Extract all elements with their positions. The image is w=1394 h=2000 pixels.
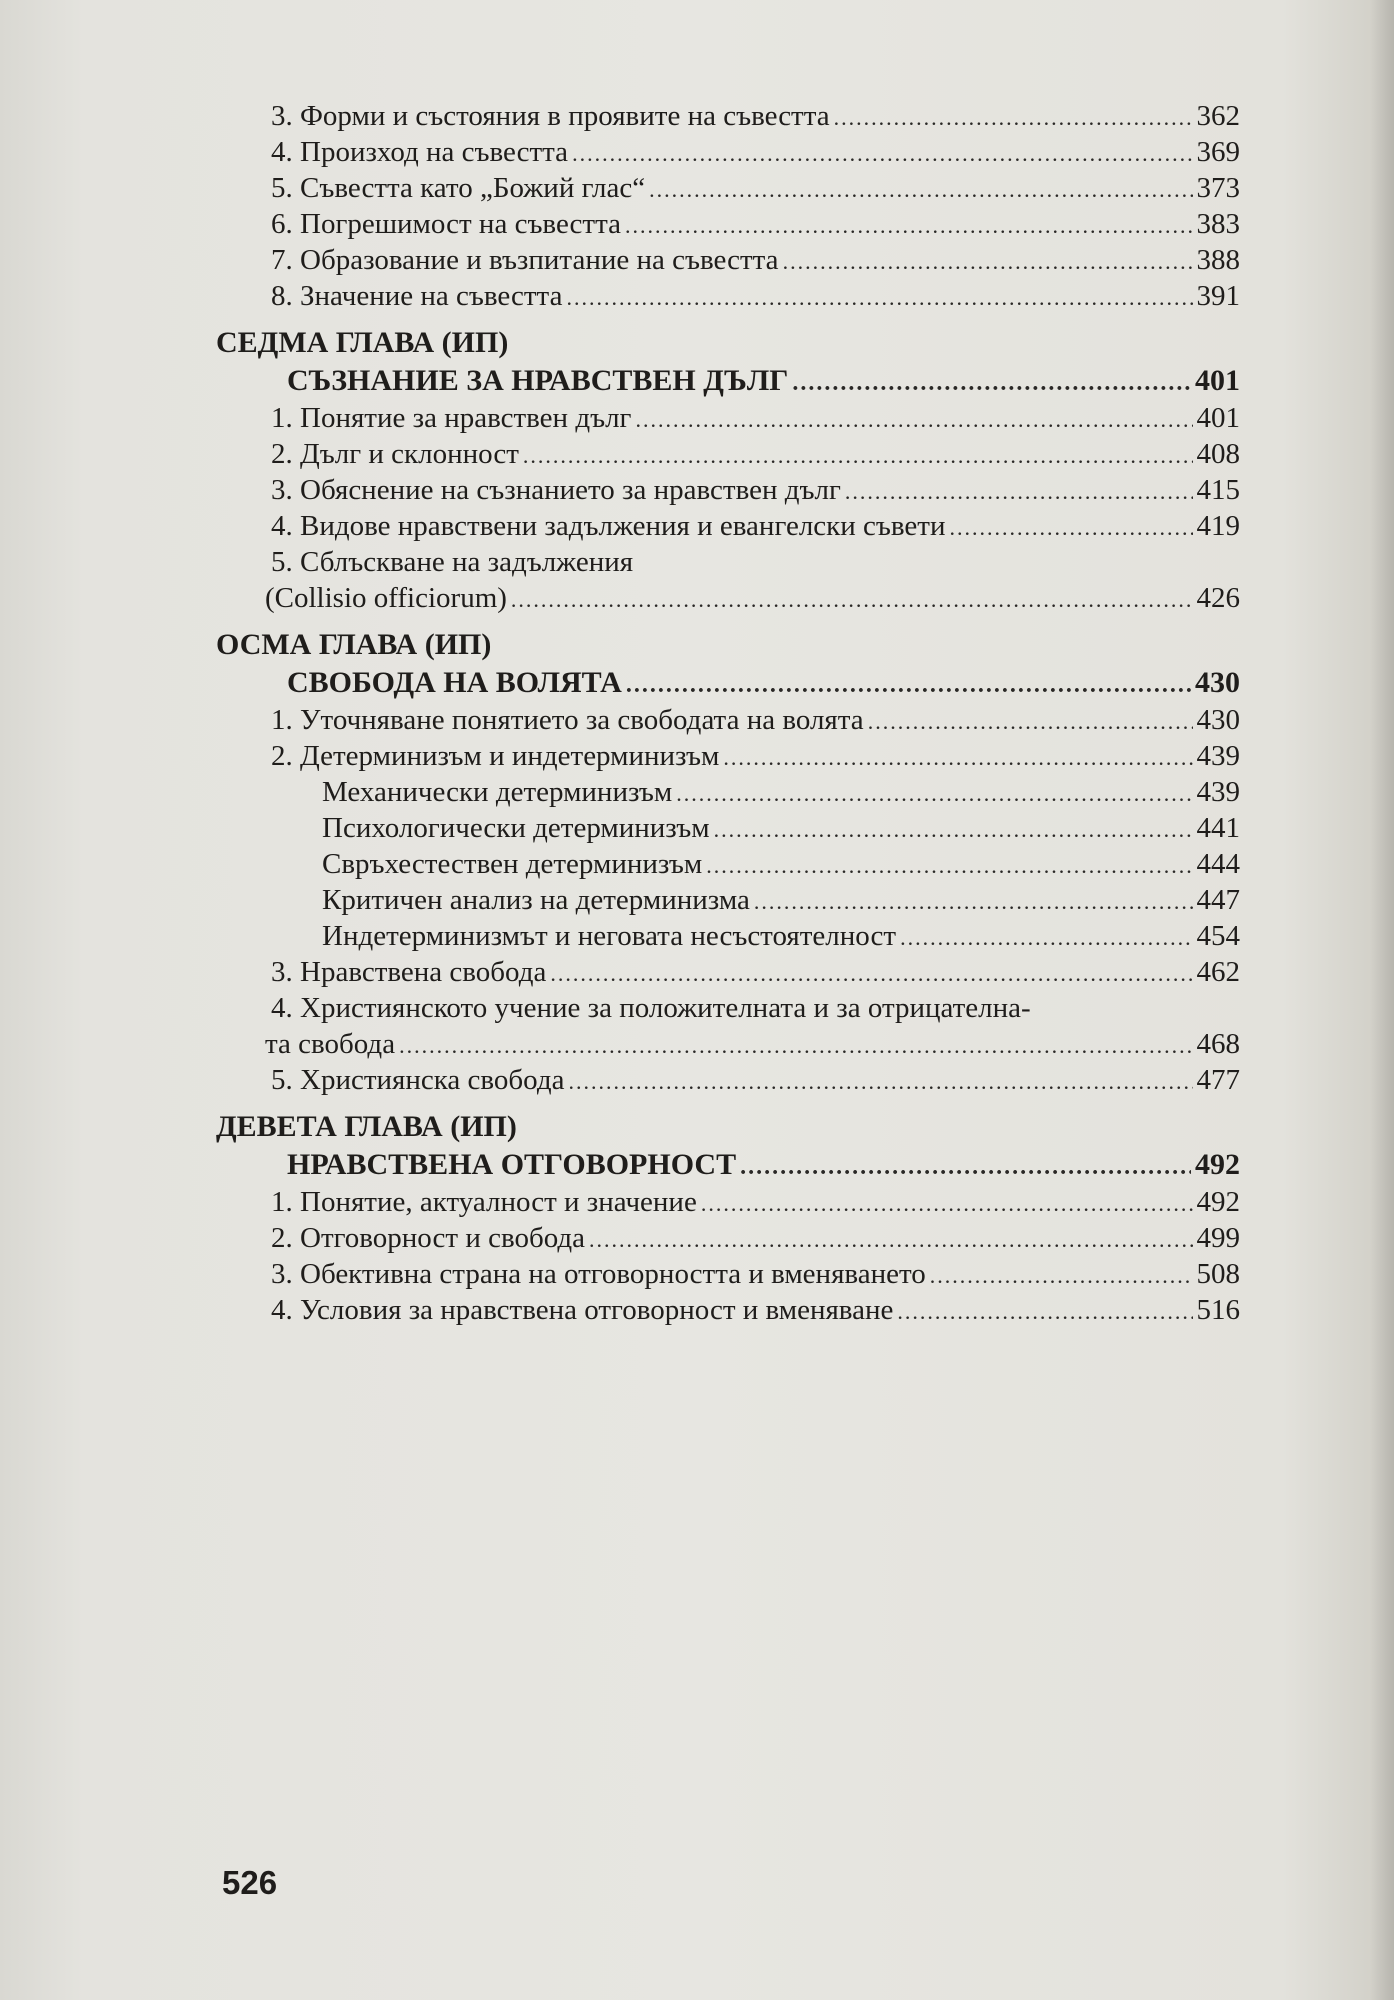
leader-dots	[566, 280, 1192, 316]
toc-entry-page: 439	[1196, 776, 1240, 808]
toc-entry-page: 419	[1196, 510, 1240, 542]
leader-dots	[511, 582, 1193, 618]
chapter-title-text: НРАВСТВЕНА ОТГОВОРНОСТ	[287, 1148, 737, 1181]
leader-dots	[900, 920, 1192, 956]
toc-entry-title: Критичен анализ на детерминизма	[322, 884, 750, 916]
chapter-title	[220, 1146, 1240, 1184]
leader-dots	[740, 1148, 1191, 1186]
leader-dots	[649, 172, 1192, 208]
toc-entry-title: 8. Значение на съвестта	[271, 280, 563, 312]
toc-entry-title: 3. Обяснение на съзнанието за нравствен дълг	[271, 474, 841, 506]
toc-entry-continuation	[214, 580, 1240, 616]
chapter-label	[216, 324, 1240, 362]
toc-entry-title: 3. Обективна страна на отговорността и вменяването	[271, 1258, 926, 1290]
toc-entry-page: 508	[1196, 1258, 1240, 1290]
toc-entry	[220, 702, 1240, 738]
chapter-page: 430	[1195, 666, 1240, 699]
toc-subentry	[220, 918, 1240, 954]
page-edge-shadow	[1370, 0, 1394, 2000]
toc-subentry	[220, 810, 1240, 846]
toc-entry	[220, 400, 1240, 436]
toc-entry-continuation	[214, 1026, 1240, 1062]
toc-entry-title: 2. Детерминизъм и индетерминизъм	[271, 740, 720, 772]
leader-dots	[625, 208, 1193, 244]
toc-entry-title: 5. Сблъскване на задължения	[271, 546, 634, 578]
toc-entry-title: 4. Християнското учение за положителната и за отрицателна-	[271, 992, 1031, 1024]
toc-entry-title: 5. Християнска свобода	[271, 1064, 565, 1096]
chapter-title	[220, 664, 1240, 702]
toc-entry-title: 3. Форми и състояния в проявите на съвестта	[271, 100, 830, 132]
leader-dots	[930, 1258, 1193, 1294]
chapter-label-text: ДЕВЕТА ГЛАВА (ИП)	[216, 1110, 517, 1143]
chapter-label-text: СЕДМА ГЛАВА (ИП)	[216, 326, 509, 359]
chapter-label-text: ОСМА ГЛАВА (ИП)	[216, 628, 492, 661]
chapter-page: 401	[1195, 364, 1240, 397]
toc-entry	[220, 436, 1240, 472]
toc-entry	[220, 472, 1240, 508]
toc-entry-page: 401	[1196, 402, 1240, 434]
leader-dots	[399, 1028, 1192, 1064]
toc-subentry	[220, 774, 1240, 810]
toc-entry-title: Механически детерминизъм	[322, 776, 673, 808]
toc-entry-page: 408	[1196, 438, 1240, 470]
toc-entry-page: 492	[1196, 1186, 1240, 1218]
leader-dots	[783, 244, 1193, 280]
toc-entry-page: 462	[1196, 956, 1240, 988]
toc-entry	[220, 990, 1240, 1026]
leader-dots	[834, 100, 1193, 136]
toc-entry	[220, 544, 1240, 580]
toc-entry-page: 441	[1196, 812, 1240, 844]
toc-entry-title: 1. Уточняване понятието за свободата на волята	[271, 704, 864, 736]
toc-entry	[220, 134, 1240, 170]
toc-entry-title: 4. Видове нравствени задължения и евангелски съвети	[271, 510, 946, 542]
chapter-title-text: СВОБОДА НА ВОЛЯТА	[287, 666, 622, 699]
toc-entry-page: 430	[1196, 704, 1240, 736]
toc-entry-title: 4. Произход на съвестта	[271, 136, 569, 168]
leader-dots	[676, 776, 1192, 812]
toc-entry-page: 383	[1196, 208, 1240, 240]
leader-dots	[868, 704, 1193, 740]
leader-dots	[568, 1064, 1192, 1100]
leader-dots	[589, 1222, 1192, 1258]
toc-entry-title: 7. Образование и възпитание на съвестта	[271, 244, 779, 276]
leader-dots	[950, 510, 1193, 546]
leader-dots	[714, 812, 1193, 848]
toc-entry-title: та свобода	[265, 1028, 396, 1060]
table-of-contents	[216, 98, 1240, 1328]
toc-entry-title: (Collisio officiorum)	[265, 582, 507, 614]
toc-entry	[220, 242, 1240, 278]
chapter-title-text: СЪЗНАНИЕ ЗА НРАВСТВЕН ДЪЛГ	[287, 364, 789, 397]
toc-entry-title: 3. Нравствена свобода	[271, 956, 547, 988]
toc-entry-title: 4. Условия за нравствена отговорност и вменяване	[271, 1294, 894, 1326]
toc-entry-page: 454	[1196, 920, 1240, 952]
toc-entry	[220, 1256, 1240, 1292]
leader-dots	[723, 740, 1192, 776]
toc-entry	[220, 508, 1240, 544]
toc-entry	[220, 738, 1240, 774]
leader-dots	[626, 666, 1191, 704]
leader-dots	[897, 1294, 1192, 1330]
toc-entry-title: Психологически детерминизъм	[322, 812, 710, 844]
chapter-label	[216, 1108, 1240, 1146]
toc-entry-page: 388	[1196, 244, 1240, 276]
toc-entry-title: 1. Понятие за нравствен дълг	[271, 402, 632, 434]
toc-entry-title: 1. Понятие, актуалност и значение	[271, 1186, 697, 1218]
toc-entry	[220, 98, 1240, 134]
toc-entry	[220, 954, 1240, 990]
toc-subentry	[220, 846, 1240, 882]
toc-entry-page: 426	[1196, 582, 1240, 614]
toc-entry	[220, 1184, 1240, 1220]
toc-subentry	[220, 882, 1240, 918]
toc-entry-page: 373	[1196, 172, 1240, 204]
leader-dots	[701, 1186, 1193, 1222]
toc-entry-title: 5. Съвестта като „Божий глас“	[271, 172, 646, 204]
toc-entry-title: 2. Отговорност и свобода	[271, 1222, 586, 1254]
toc-entry	[220, 1220, 1240, 1256]
chapter-label	[216, 626, 1240, 664]
toc-entry	[220, 278, 1240, 314]
leader-dots	[572, 136, 1192, 172]
toc-entry-page: 447	[1196, 884, 1240, 916]
toc-entry	[220, 1062, 1240, 1098]
toc-entry-page: 477	[1196, 1064, 1240, 1096]
leader-dots	[754, 884, 1193, 920]
toc-entry-title: 6. Погрешимост на съвестта	[271, 208, 621, 240]
toc-entry-page: 362	[1196, 100, 1240, 132]
toc-entry-page: 499	[1196, 1222, 1240, 1254]
chapter-page: 492	[1195, 1148, 1240, 1181]
page-number: 526	[222, 1864, 278, 1901]
toc-entry	[220, 206, 1240, 242]
toc-entry-page: 439	[1196, 740, 1240, 772]
toc-entry-page: 516	[1196, 1294, 1240, 1326]
leader-dots	[523, 438, 1193, 474]
toc-entry-page: 369	[1196, 136, 1240, 168]
toc-entry-title: Свръхестествен детерминизъм	[322, 848, 703, 880]
leader-dots	[635, 402, 1192, 438]
toc-entry	[220, 1292, 1240, 1328]
toc-entry-page: 468	[1196, 1028, 1240, 1060]
toc-entry-page: 444	[1196, 848, 1240, 880]
leader-dots	[550, 956, 1192, 992]
leader-dots	[792, 364, 1191, 402]
toc-entry-title: Индетерминизмът и неговата несъстоятелност	[322, 920, 897, 952]
toc-entry-page: 391	[1196, 280, 1240, 312]
leader-dots	[845, 474, 1193, 510]
leader-dots	[706, 848, 1192, 884]
toc-entry	[220, 170, 1240, 206]
toc-entry-page: 415	[1196, 474, 1240, 506]
chapter-title	[220, 362, 1240, 400]
toc-entry-title: 2. Дълг и склонност	[271, 438, 519, 470]
